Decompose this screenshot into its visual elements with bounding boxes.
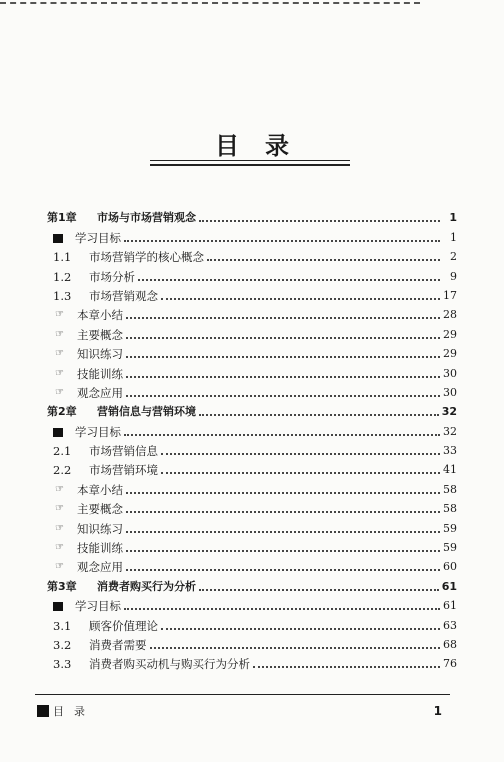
pointing-hand-icon: ☞ — [55, 483, 64, 495]
black-square-icon — [53, 234, 63, 243]
item-label: 技能训练 — [77, 541, 123, 556]
leader-dots — [124, 239, 440, 242]
section-number: 2.1 — [53, 444, 72, 459]
page-footer — [37, 703, 442, 719]
section-number: 3.2 — [53, 637, 72, 652]
pointing-hand-icon: ☞ — [55, 542, 64, 554]
page-number: 30 — [443, 366, 457, 380]
table-of-contents — [47, 206, 457, 671]
goal-label: 学习目标 — [75, 424, 121, 439]
page-number: 1 — [449, 211, 457, 225]
section-title: 市场营销环境 — [89, 463, 158, 478]
footer-page-number: 1 — [433, 704, 442, 718]
leader-dots — [199, 219, 440, 222]
chapter-number: 第3章 — [47, 579, 77, 593]
pointing-hand-icon: ☞ — [55, 367, 64, 379]
item-label: 知识练习 — [77, 521, 123, 536]
chapter-title: 市场与市场营销观念 — [97, 211, 196, 225]
section-number: 3.3 — [53, 657, 72, 672]
item-label: 本章小结 — [77, 482, 123, 497]
section-title: 市场营销观念 — [89, 288, 158, 303]
footer-square-icon — [37, 705, 49, 717]
item-label: 主要概念 — [77, 502, 123, 517]
page-number: 63 — [443, 618, 457, 632]
toc-section-row[interactable] — [47, 284, 457, 303]
leader-dots — [126, 568, 440, 571]
page-number: 76 — [443, 657, 457, 671]
leader-dots — [126, 491, 440, 494]
item-label: 观念应用 — [77, 560, 123, 575]
item-label: 主要概念 — [77, 327, 123, 342]
page-number: 17 — [443, 288, 457, 302]
toc-chapter-row[interactable] — [47, 574, 457, 593]
pointing-hand-icon: ☞ — [55, 522, 64, 534]
leader-dots — [207, 258, 440, 261]
leader-dots — [124, 433, 440, 436]
pointing-hand-icon: ☞ — [55, 309, 64, 321]
leader-dots — [126, 510, 440, 513]
leader-dots — [161, 452, 440, 455]
section-title: 市场营销信息 — [89, 444, 158, 459]
toc-item-row[interactable] — [47, 361, 457, 380]
page-number: 61 — [443, 599, 457, 613]
toc-goal-row[interactable] — [47, 419, 457, 438]
page-title: 目录 — [215, 132, 315, 160]
goal-label: 学习目标 — [75, 230, 121, 245]
item-label: 本章小结 — [77, 308, 123, 323]
page-number: 58 — [443, 502, 457, 516]
leader-dots — [138, 278, 440, 281]
toc-section-row[interactable] — [47, 264, 457, 283]
section-title: 消费者需要 — [89, 637, 147, 652]
page-number: 59 — [443, 541, 457, 555]
title-rule-thin — [150, 160, 350, 161]
goal-label: 学习目标 — [75, 599, 121, 614]
leader-dots — [126, 375, 440, 378]
page-number: 2 — [450, 250, 457, 264]
toc-item-row[interactable] — [47, 477, 457, 496]
section-number: 1.3 — [53, 288, 72, 303]
section-number: 1.1 — [53, 250, 72, 265]
toc-section-row[interactable] — [47, 439, 457, 458]
page-number: 29 — [443, 327, 457, 341]
toc-section-row[interactable] — [47, 613, 457, 632]
leader-dots — [161, 627, 440, 630]
page-number: 61 — [441, 579, 457, 593]
toc-section-row[interactable] — [47, 652, 457, 671]
leader-dots — [126, 394, 440, 397]
top-scan-line — [0, 2, 420, 4]
footer-label: 目录 — [53, 705, 95, 718]
toc-goal-row[interactable] — [47, 594, 457, 613]
leader-dots — [126, 336, 440, 339]
toc-section-row[interactable] — [47, 633, 457, 652]
leader-dots — [253, 665, 440, 668]
leader-dots — [126, 355, 440, 358]
toc-item-row[interactable] — [47, 536, 457, 555]
section-title: 市场分析 — [89, 269, 135, 284]
section-number: 2.2 — [53, 463, 72, 478]
section-number: 3.1 — [53, 618, 72, 633]
pointing-hand-icon: ☞ — [55, 328, 64, 340]
footer-rule — [35, 694, 450, 695]
page-number: 1 — [450, 230, 457, 244]
toc-item-row[interactable] — [47, 497, 457, 516]
leader-dots — [150, 646, 441, 649]
toc-item-row[interactable] — [47, 342, 457, 361]
page-number: 41 — [443, 463, 457, 477]
leader-dots — [199, 413, 439, 416]
section-number: 1.2 — [53, 269, 72, 284]
toc-item-row[interactable] — [47, 381, 457, 400]
leader-dots — [161, 471, 440, 474]
chapter-title: 营销信息与营销环境 — [97, 405, 196, 419]
leader-dots — [126, 530, 440, 533]
black-square-icon — [53, 428, 63, 437]
page-number: 60 — [443, 560, 457, 574]
leader-dots — [161, 297, 440, 300]
page-number: 33 — [443, 444, 457, 458]
leader-dots — [124, 607, 440, 610]
section-title: 顾客价值理论 — [89, 618, 158, 633]
section-title: 消费者购买动机与购买行为分析 — [89, 657, 250, 672]
page-number: 32 — [443, 424, 457, 438]
toc-goal-row[interactable] — [47, 225, 457, 244]
leader-dots — [199, 588, 439, 591]
toc-item-row[interactable] — [47, 303, 457, 322]
toc-section-row[interactable] — [47, 245, 457, 264]
black-square-icon — [53, 602, 63, 611]
section-title: 市场营销学的核心概念 — [89, 250, 204, 265]
chapter-number: 第2章 — [47, 405, 77, 419]
item-label: 技能训练 — [77, 366, 123, 381]
toc-chapter-row[interactable] — [47, 400, 457, 419]
pointing-hand-icon: ☞ — [55, 561, 64, 573]
pointing-hand-icon: ☞ — [55, 348, 64, 360]
toc-chapter-row[interactable] — [47, 206, 457, 225]
page-number: 68 — [443, 637, 457, 651]
item-label: 观念应用 — [77, 385, 123, 400]
pointing-hand-icon: ☞ — [55, 503, 64, 515]
page-number: 28 — [443, 308, 457, 322]
leader-dots — [126, 316, 440, 319]
page-number: 59 — [443, 521, 457, 535]
toc-item-row[interactable] — [47, 322, 457, 341]
pointing-hand-icon: ☞ — [55, 386, 64, 398]
leader-dots — [126, 549, 440, 552]
toc-section-row[interactable] — [47, 458, 457, 477]
page-number: 58 — [443, 482, 457, 496]
page-number: 29 — [443, 347, 457, 361]
chapter-number: 第1章 — [47, 211, 77, 225]
toc-item-row[interactable] — [47, 516, 457, 535]
title-rule-thick — [150, 164, 350, 166]
page-number: 9 — [450, 269, 457, 283]
page-number: 32 — [441, 405, 457, 419]
chapter-title: 消费者购买行为分析 — [97, 579, 196, 593]
toc-item-row[interactable] — [47, 555, 457, 574]
page-number: 30 — [443, 385, 457, 399]
item-label: 知识练习 — [77, 347, 123, 362]
